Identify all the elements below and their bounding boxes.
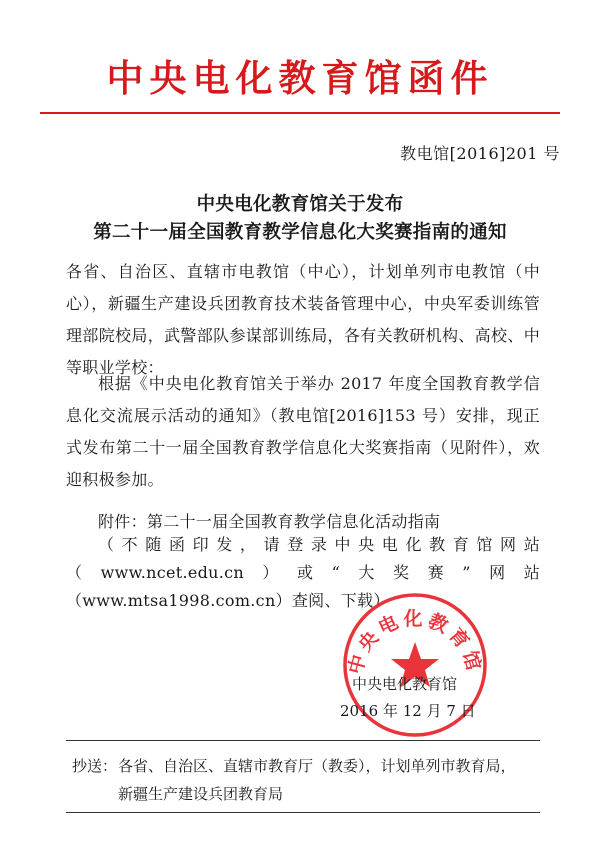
cc-label: 抄送： xyxy=(72,757,118,775)
attachment-note: （不随函印发，请登录中央电化教育馆网站（www.ncet.edu.cn）或“大奖赛”网站（www.mtsa1998.com.cn）查阅、下载） xyxy=(66,535,540,610)
seal-text: 中央电化教育馆 xyxy=(344,608,486,677)
document-number: 教电馆[2016]201 号 xyxy=(400,144,560,163)
attachment-line: 附件：第二十一届全国教育教学信息化活动指南 xyxy=(98,512,441,531)
cc-line-1: 各省、自治区、直辖市教育厅（教委），计划单列市教育局， xyxy=(118,757,516,775)
cc-line-2: 新疆生产建设兵团教育局 xyxy=(118,785,284,803)
letterhead-title: 中央电化教育馆函件 xyxy=(106,56,494,100)
body-paragraph: 根据《中央电化教育馆关于举办 2017 年度全国教育教学信息化交流展示活动的通知》（教电馆[2016]153 号）安排，现正式发布第二十一届全国教育教学信息化大奖赛指南（见附件），欢迎积极参加。 xyxy=(66,374,540,489)
letterhead-rule xyxy=(40,112,560,114)
signature-date: 2016 年 12 月 7 日 xyxy=(340,702,476,720)
recipients-paragraph: 各省、自治区、直辖市电教馆（中心），计划单列市电教馆（中心），新疆生产建设兵团教育技术装备管理中心，中央军委训练管理部院校局，武警部队参谋部训练局，各有关教研机构、高校、中等职业学校： xyxy=(66,262,540,377)
cc-bottom-rule xyxy=(66,812,540,813)
notice-title-line-2: 第二十一届全国教育教学信息化大奖赛指南的通知 xyxy=(93,222,507,243)
signature-organization: 中央电化教育馆 xyxy=(352,675,458,693)
cc-top-rule xyxy=(66,740,540,741)
notice-title-line-1: 中央电化教育馆关于发布 xyxy=(196,194,404,215)
